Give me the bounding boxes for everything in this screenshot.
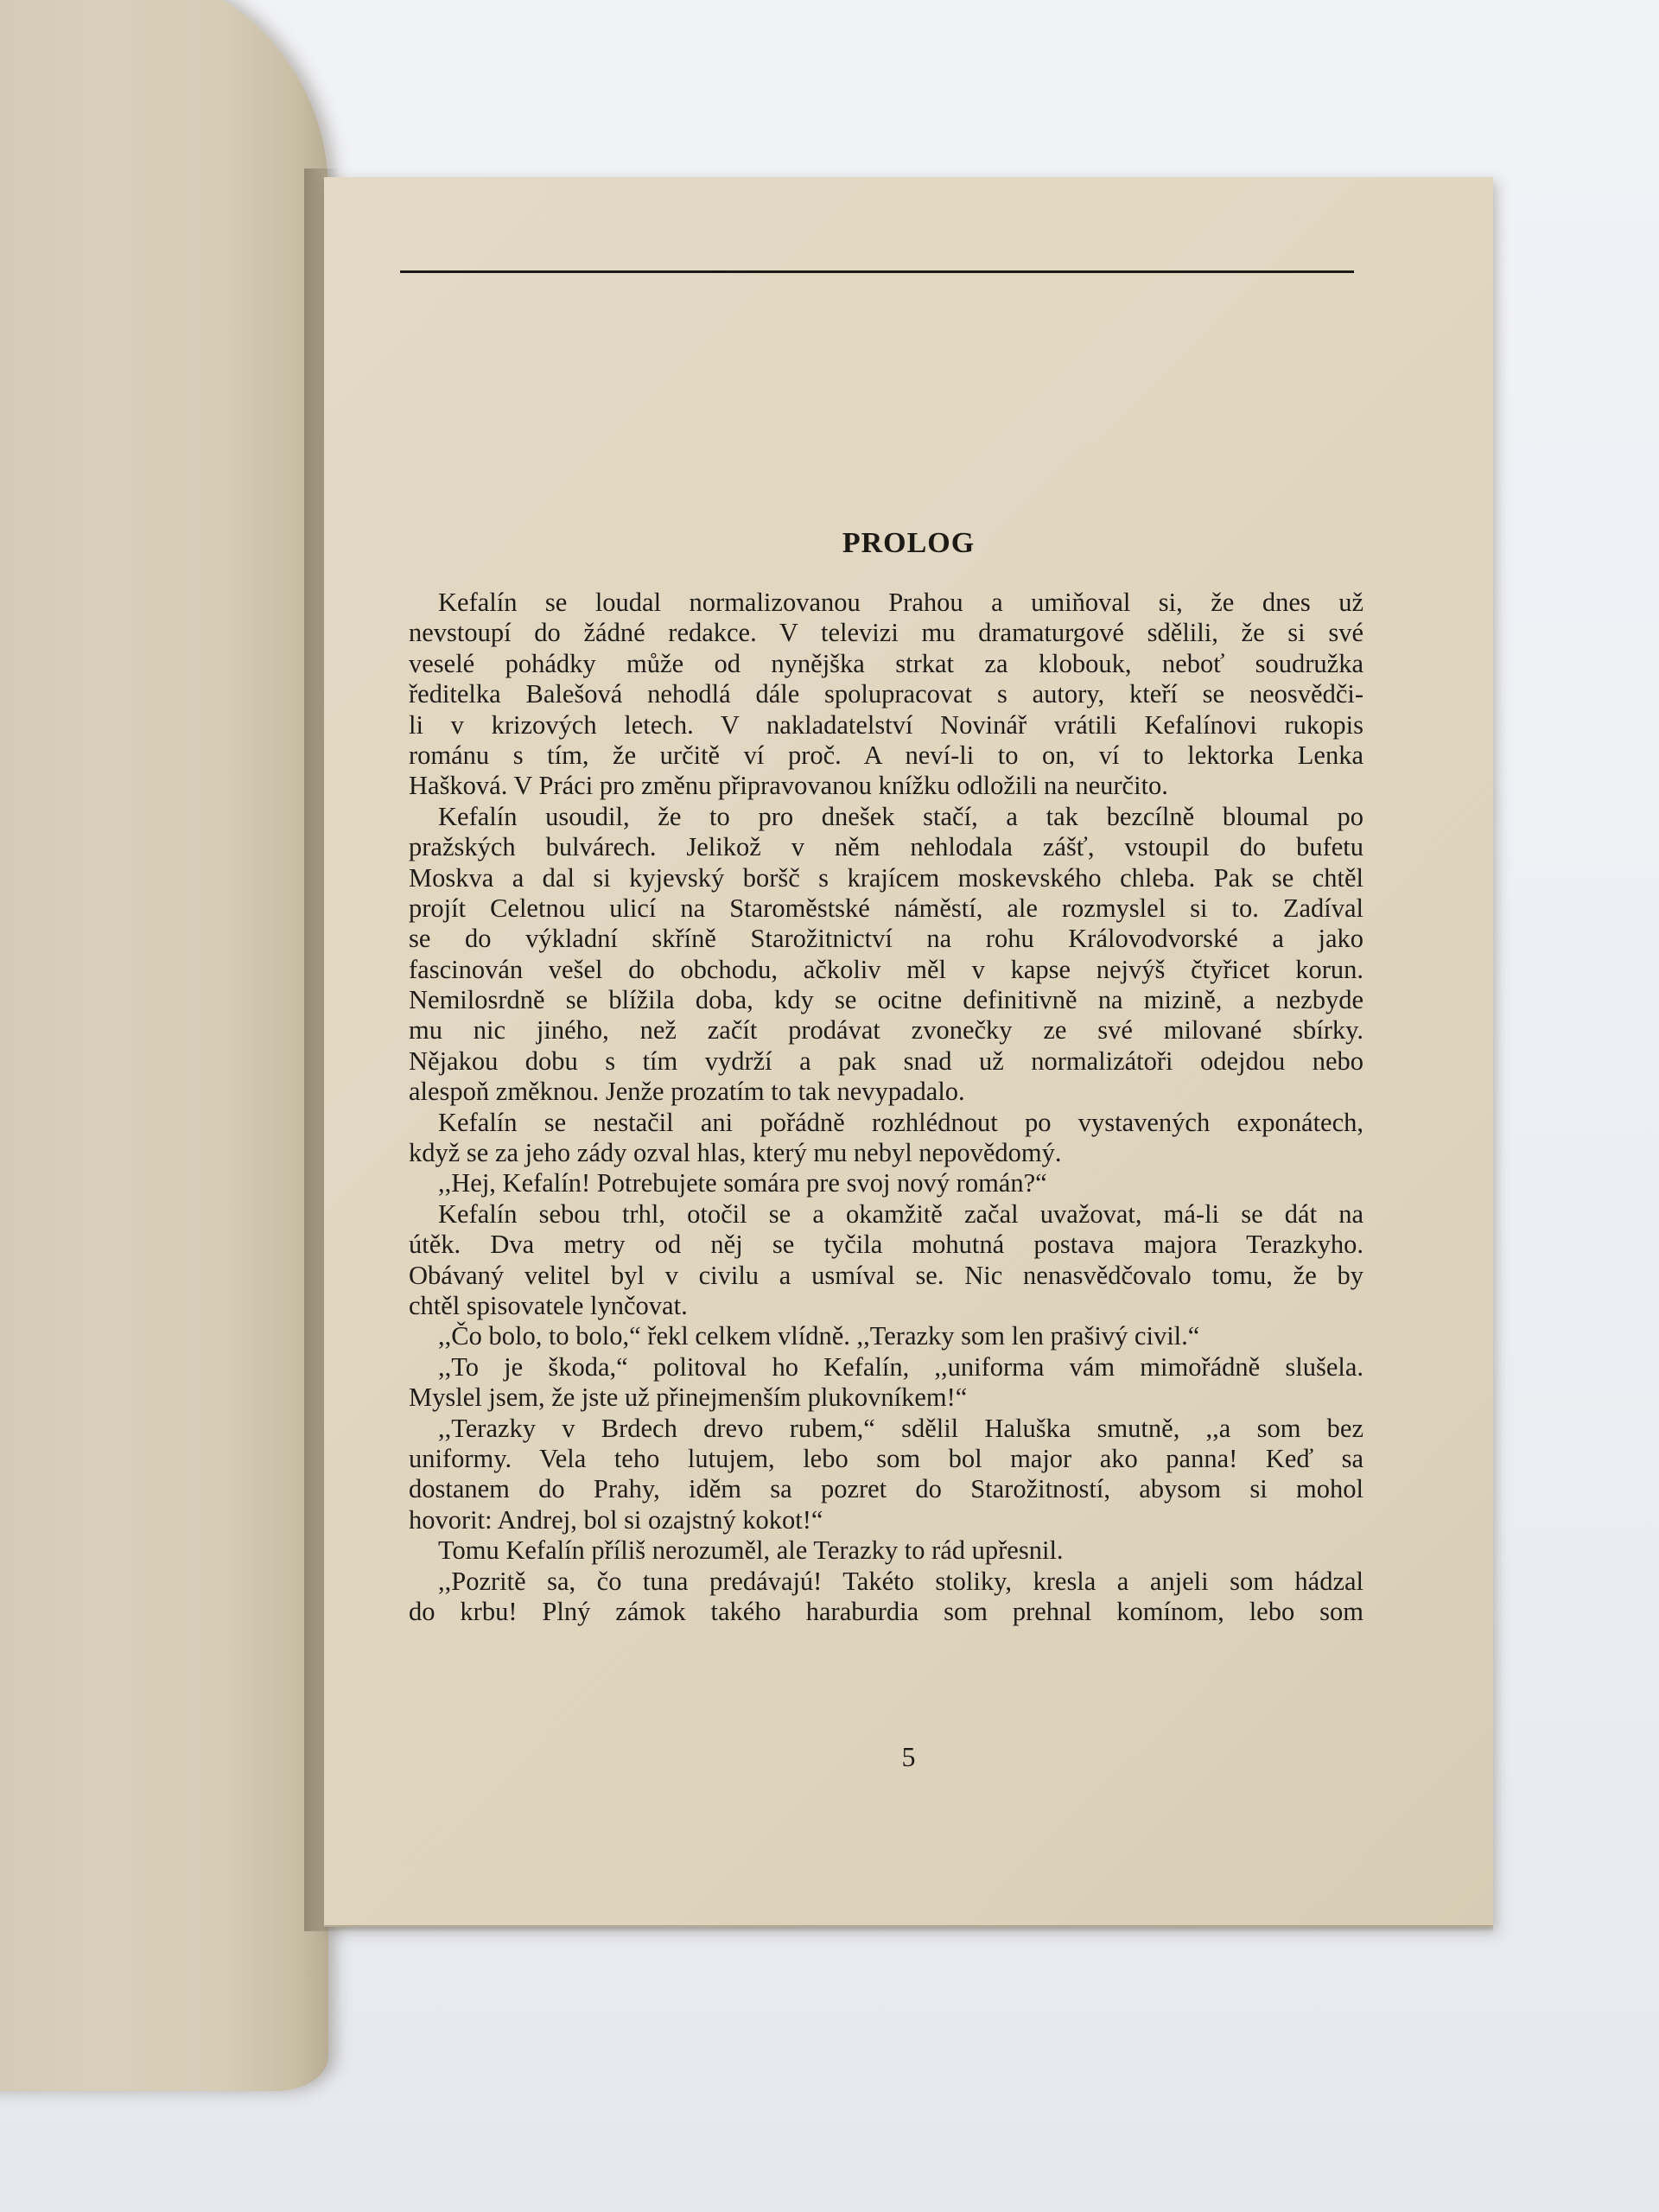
- text-line: projít Celetnou ulicí na Staroměstské náměstí, ale rozmyslel si to. Zadíval: [409, 893, 1363, 923]
- text-line: ,,Čo bolo, to bolo,“ řekl celkem vlídně. ,,Terazky som len prašivý civil.“: [438, 1321, 1200, 1351]
- body-text: [409, 588, 1363, 1627]
- text-line: ,,Terazky v Brdech drevo rubem,“ sdělil Haluška smutně, ,,a som bez: [438, 1413, 1363, 1443]
- text-line: útěk. Dva metry od něj se tyčila mohutná postava majora Terazkyho.: [409, 1230, 1363, 1260]
- text-line: Kefalín sebou trhl, otočil se a okamžitě začal uvažovat, má-li se dát na: [438, 1198, 1363, 1229]
- text-line: Moskva a dal si kyjevský boršč s krajícem moskevského chleba. Pak se chtěl: [409, 862, 1363, 893]
- text-line: Kefalín se loudal normalizovanou Prahou a umiňoval si, že dnes už: [438, 588, 1363, 617]
- text-line: ředitelka Balešová nehodlá dále spolupracovat s autory, kteří se neosvědči-: [409, 679, 1363, 709]
- text-line: Kefalín se nestačil ani pořádně rozhlédnout po vystavených exponátech,: [438, 1107, 1363, 1137]
- text-line: chtěl spisovatele lynčovat.: [409, 1290, 688, 1320]
- text-line: li v krizových letech. V nakladatelství Novinář vrátili Kefalínovi rukopis: [409, 709, 1363, 740]
- text-line: Kefalín usoudil, že to pro dnešek stačí, a tak bezcílně bloumal po: [438, 801, 1363, 831]
- header-rule: [400, 270, 1354, 273]
- page-number: 5: [901, 1741, 916, 1772]
- text-line: nevstoupí do žádné redakce. V televizi mu dramaturgové sdělili, že si své: [409, 618, 1363, 648]
- text-line: Myslel jsem, že jste už přinejmenším plukovníkem!“: [409, 1382, 968, 1413]
- text-line: pražských bulvárech. Jelikož v něm nehlodala zášť, vstoupil do bufetu: [409, 832, 1363, 862]
- page-bottom-edge: [324, 1925, 1493, 1932]
- text-line: ,,To je škoda,“ politoval ho Kefalín, ,,uniforma vám mimořádně slušela.: [438, 1351, 1363, 1382]
- text-line: hovorit: Andrej, bol si ozajstný kokot!“: [409, 1504, 823, 1535]
- text-line: románu s tím, že určitě ví proč. A neví-li to on, ví to lektorka Lenka: [409, 740, 1363, 770]
- text-line: do krbu! Plný zámok takého haraburdia som prehnal komínom, lebo som: [409, 1596, 1363, 1626]
- chapter-title: PROLOG: [842, 527, 976, 559]
- text-line: mu nic jiného, než začít prodávat zvonečky ze své milované sbírky.: [409, 1015, 1363, 1046]
- text-line: alespoň změknou. Jenže prozatím to tak nevypadalo.: [409, 1077, 965, 1107]
- text-line: ,,Hej, Kefalín! Potrebujete somára pre svoj nový román?“: [438, 1168, 1047, 1198]
- text-line: se do výkladní skříně Starožitnictví na rohu Královodvorské a jako: [409, 924, 1363, 954]
- right-page: [324, 177, 1493, 1927]
- text-line: Nějakou dobu s tím vydrží a pak snad už normalizátoři odejdou nebo: [409, 1046, 1363, 1076]
- text-line: Obávaný velitel byl v civilu a usmíval se. Nic nenasvědčovalo tomu, že by: [409, 1260, 1363, 1290]
- text-line: ,,Pozritě sa, čo tuna predávajú! Takéto stoliky, kresla a anjeli som hádzal: [438, 1566, 1363, 1596]
- text-line: veselé pohádky může od nynějška strkat za klobouk, neboť soudružka: [409, 648, 1363, 678]
- text-line: fascinován vešel do obchodu, ačkoliv měl v kapse nejvýš čtyřicet korun.: [409, 954, 1363, 984]
- text-line: uniformy. Vela teho lutujem, lebo som bol major ako panna! Keď sa: [409, 1443, 1363, 1473]
- text-line: když se za jeho zády ozval hlas, který mu nebyl nepovědomý.: [409, 1138, 1062, 1168]
- text-line: Nemilosrdně se blížila doba, kdy se ocitne definitivně na mizině, a nezbyde: [409, 985, 1363, 1015]
- text-line: dostanem do Prahy, iděm sa pozret do Starožitností, abysom si mohol: [409, 1474, 1363, 1504]
- text-line: Hašková. V Práci pro změnu připravovanou knížku odložili na neurčito.: [409, 771, 1168, 801]
- left-page: [0, 0, 328, 2091]
- text-line: Tomu Kefalín příliš nerozuměl, ale Terazky to rád upřesnil.: [438, 1535, 1064, 1566]
